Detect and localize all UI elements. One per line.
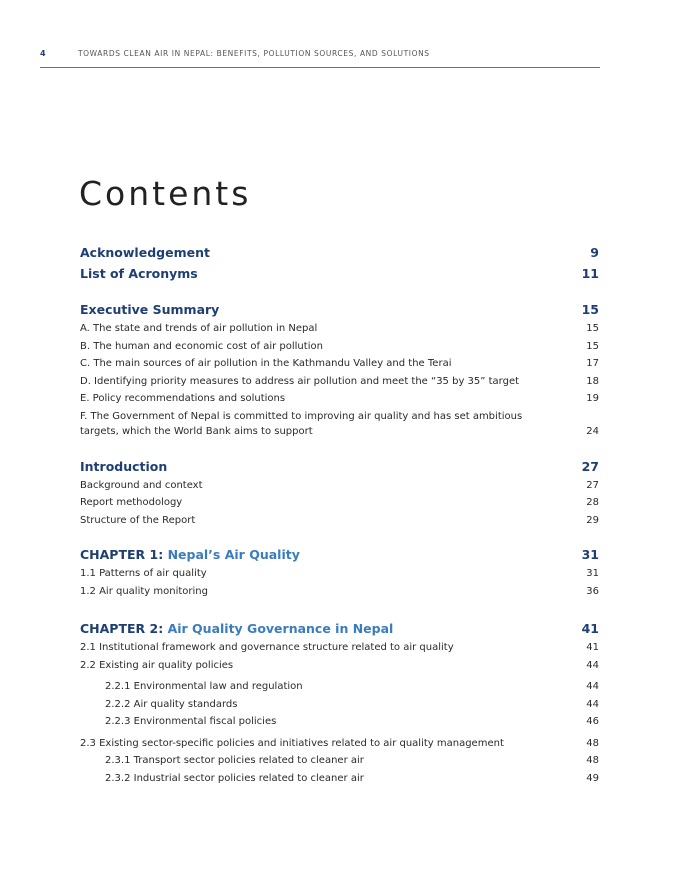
toc-page: 15 <box>586 323 599 334</box>
toc-label: 2.2.2 Air quality standards <box>105 698 238 710</box>
toc-entry[interactable] <box>80 657 599 675</box>
toc-subentry[interactable] <box>80 770 599 788</box>
toc-label: 2.2 Existing air quality policies <box>80 659 234 671</box>
toc-introduction[interactable] <box>80 456 599 477</box>
table-of-contents <box>80 242 599 787</box>
toc-label: 2.3.2 Industrial sector policies related to cleaner air <box>105 772 364 784</box>
toc-page: 9 <box>590 245 599 260</box>
toc-entry[interactable] <box>80 373 599 391</box>
toc-entry[interactable] <box>80 735 599 753</box>
toc-page: 17 <box>586 358 599 369</box>
toc-chapter-heading <box>80 544 300 565</box>
toc-subentry[interactable] <box>80 713 599 731</box>
toc-page: 11 <box>581 266 599 281</box>
toc-label: 2.3.1 Transport sector policies related to cleaner air <box>105 755 364 766</box>
toc-entry[interactable] <box>80 355 599 373</box>
toc-entry[interactable] <box>80 583 599 601</box>
toc-entry[interactable] <box>80 494 599 512</box>
toc-label: Executive Summary <box>80 302 220 317</box>
toc-page: 24 <box>586 426 599 437</box>
toc-page: 41 <box>586 642 599 653</box>
toc-label: Structure of the Report <box>80 514 196 526</box>
toc-page: 18 <box>586 375 599 387</box>
chapter-prefix: CHAPTER 2: <box>80 621 164 636</box>
toc-label: 1.2 Air quality monitoring <box>80 585 208 597</box>
toc-label: B. The human and economic cost of air pollution <box>80 340 323 352</box>
toc-entry[interactable] <box>80 390 599 408</box>
toc-label: Acknowledgement <box>80 245 210 260</box>
toc-label: C. The main sources of air pollution in the Kathmandu Valley and the Terai <box>80 358 452 369</box>
toc-page: 15 <box>586 340 599 352</box>
toc-label: Report methodology <box>80 497 183 508</box>
toc-acronyms[interactable] <box>80 263 599 284</box>
toc-label: 2.3 Existing sector-specific policies and initiatives related to air quality management <box>80 737 504 749</box>
toc-label: 2.2.1 Environmental law and regulation <box>105 681 303 692</box>
chapter-prefix: CHAPTER 1: <box>80 547 164 562</box>
toc-subentry[interactable] <box>80 696 599 714</box>
toc-page: 36 <box>586 585 599 597</box>
toc-label: F. The Government of Nepal is committed to improving air quality and has set ambitious targets, which the World Bank aims to support <box>80 410 523 437</box>
toc-page: 41 <box>581 621 599 636</box>
toc-label: D. Identifying priority measures to address air pollution and meet the “35 by 35” target <box>80 375 520 387</box>
toc-acknowledgement[interactable] <box>80 242 599 263</box>
toc-page: 46 <box>586 716 599 727</box>
toc-page: 31 <box>581 547 599 562</box>
running-header <box>40 49 600 68</box>
toc-page: 44 <box>586 681 599 692</box>
toc-page: 29 <box>586 514 599 526</box>
toc-page: 28 <box>586 497 599 508</box>
toc-page: 19 <box>586 393 599 404</box>
toc-page: 15 <box>581 302 599 317</box>
toc-label: A. The state and trends of air pollution in Nepal <box>80 323 318 334</box>
toc-label: 2.2.3 Environmental fiscal policies <box>105 716 277 727</box>
toc-page: 44 <box>586 698 599 710</box>
toc-entry[interactable] <box>80 408 599 441</box>
toc-entry[interactable] <box>80 320 599 338</box>
page-title: Contents <box>79 174 252 213</box>
toc-page: 27 <box>581 458 599 474</box>
toc-page: 44 <box>586 659 599 671</box>
toc-chapter-1[interactable] <box>80 544 599 565</box>
toc-label: List of Acronyms <box>80 266 198 281</box>
toc-entry[interactable] <box>80 565 599 583</box>
toc-executive-summary[interactable] <box>80 299 599 320</box>
toc-subentry[interactable] <box>80 752 599 770</box>
toc-page: 27 <box>586 479 599 491</box>
chapter-title: Air Quality Governance in Nepal <box>167 621 394 636</box>
toc-entry[interactable] <box>80 477 599 495</box>
toc-page: 48 <box>586 737 599 749</box>
toc-entry[interactable] <box>80 338 599 356</box>
toc-chapter-heading <box>80 618 393 639</box>
toc-label: Background and context <box>80 479 203 491</box>
running-title: TOWARDS CLEAN AIR IN NEPAL: BENEFITS, POLLUTION SOURCES, AND SOLUTIONS <box>78 49 430 58</box>
toc-page: 48 <box>586 755 599 766</box>
toc-label: Introduction <box>80 458 168 474</box>
chapter-title: Nepal’s Air Quality <box>167 547 300 562</box>
toc-chapter-2[interactable] <box>80 618 599 639</box>
toc-subentry[interactable] <box>80 678 599 696</box>
toc-page: 49 <box>586 772 599 784</box>
page-number: 4 <box>40 49 46 58</box>
toc-entry[interactable] <box>80 512 599 530</box>
toc-page: 31 <box>586 568 599 579</box>
toc-label: E. Policy recommendations and solutions <box>80 393 286 404</box>
toc-label: 1.1 Patterns of air quality <box>80 568 207 579</box>
toc-entry[interactable] <box>80 639 599 657</box>
toc-label: 2.1 Institutional framework and governance structure related to air quality <box>80 642 454 653</box>
